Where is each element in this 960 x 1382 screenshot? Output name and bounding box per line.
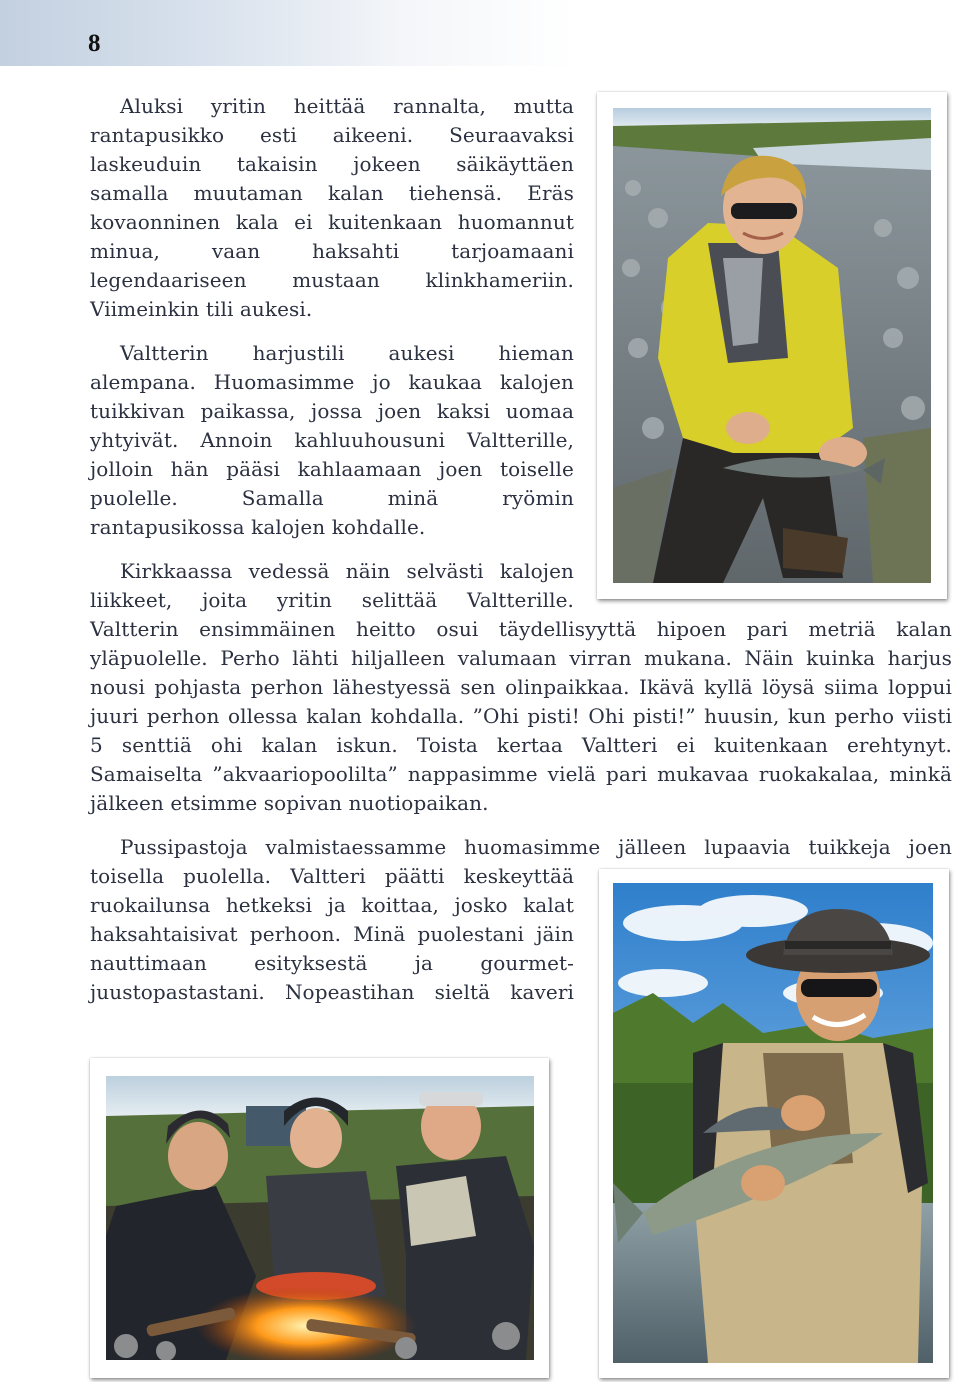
text-line: kovaonninen kala ei kuitenkaan huomannut [90, 210, 574, 234]
photo-campfire-image [106, 1076, 534, 1360]
text-line: toisella puolella. Valtteri päätti keskeyttää [90, 864, 574, 888]
text-line: minua, vaan haksahti tarjoamaani [90, 239, 574, 263]
text-line: puolelle. Samalla minä ryömin [90, 486, 574, 510]
photo-kneeling-angler-image [613, 108, 931, 583]
text-line: yhtyivät. Annoin kahluuhousuni Valtterille, [90, 428, 574, 452]
text-line: legendaariseen mustaan klinkhameriin. [90, 268, 574, 292]
page-number: 8 [88, 30, 101, 57]
photo-campfire [90, 1058, 549, 1378]
text-line: rantapusikossa kalojen kohdalle. [90, 515, 426, 539]
text-line: jälkeen etsimme sopivan nuotiopaikan. [90, 791, 489, 815]
text-line: nousi pohjasta perhon lähestyessä sen olinpaikkaa. Ikävä kyllä löysä siima loppui [90, 675, 952, 699]
text-line: Viimeinkin tili aukesi. [90, 297, 313, 321]
text-line: Aluksi yritin heittää rannalta, mutta [120, 94, 574, 118]
text-line: laskeuduin takaisin jokeen säikäyttäen [90, 152, 574, 176]
paragraph-1 [90, 92, 574, 324]
text-line: alempana. Huomasimme jo kaukaa kalojen [90, 370, 574, 394]
text-line: tuikkivan paikassa, jossa joen kaksi uomaa [90, 399, 574, 423]
text-line: samalla muutaman kalan tiehensä. Eräs [90, 181, 574, 205]
header-band [0, 0, 960, 66]
text-line: Samaiselta ”akvaariopoolilta” nappasimme vielä pari mukavaa ruokakalaa, minkä [90, 762, 952, 786]
photo-kneeling-angler [597, 92, 947, 599]
text-line: Pussipastoja valmistaessamme huomasimme jälleen lupaavia tuikkeja joen [120, 835, 952, 859]
text-line: haksahtaisivat perhoon. Minä puolestani jäin [90, 922, 574, 946]
text-line: nauttimaan esityksestä ja gourmet- [90, 951, 574, 975]
text-line: jolloin hän pääsi kahlaamaan joen toiselle [90, 457, 574, 481]
text-line: juuri perhon ollessa kalan kohdalla. ”Ohi pisti! Ohi pisti!” huusin, kun perho viisti [90, 704, 952, 728]
text-line: ruokailunsa hetkeksi ja koittaa, josko kalat [90, 893, 574, 917]
text-line: Valtterin harjustili aukesi hieman [120, 341, 574, 365]
text-line: juustopastastani. Nopeastihan sieltä kaveri [90, 980, 574, 1004]
text-line: Valtterin ensimmäinen heitto osui täydellisyyttä hipoen pari metriä kalan [90, 617, 952, 641]
text-line: Kirkkaassa vedessä näin selvästi kalojen [120, 559, 574, 583]
text-line: yläpuolelle. Perho lähti hiljalleen valumaan virran mukana. Näin kuinka harjus [90, 646, 952, 670]
paragraph-2 [90, 339, 574, 542]
text-line: liikkeet, joita yritin selittää Valtterille. [90, 588, 574, 612]
text-line: 5 senttiä ohi kalan iskun. Toista kertaa Valtteri ei kuitenkaan erehtynyt. [90, 733, 952, 757]
photo-angler-with-hat [599, 869, 949, 1378]
photo-angler-with-hat-image [613, 883, 933, 1363]
text-line: rantapusikko esti aikeeni. Seuraavaksi [90, 123, 574, 147]
